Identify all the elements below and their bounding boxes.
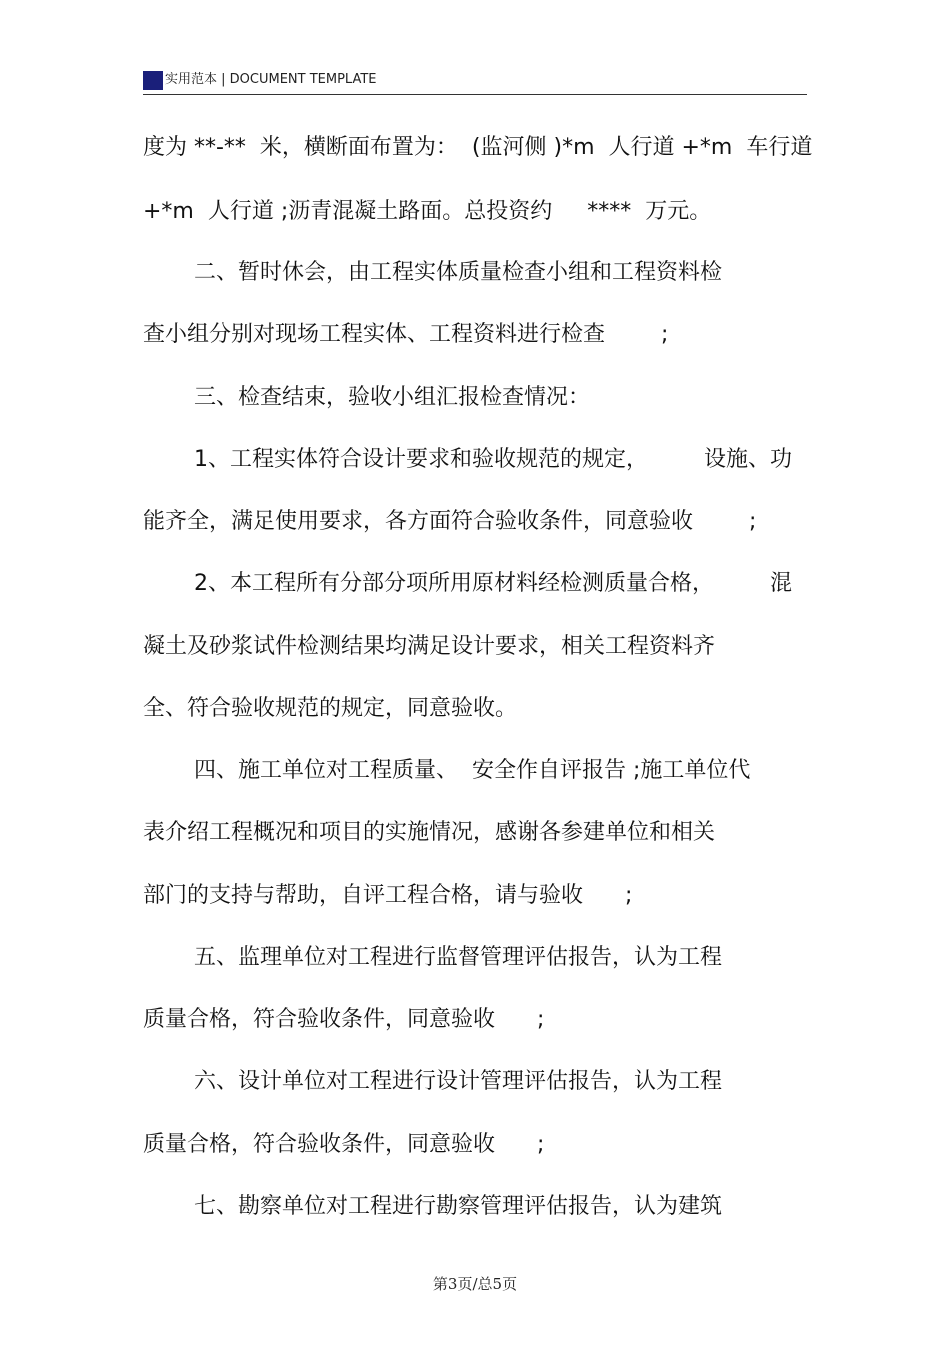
body-line: 三、检查结束，验收小组汇报检查情况： xyxy=(194,385,591,410)
body-line: 七、勘察单位对工程进行勘察管理评估报告，认为建筑 xyxy=(194,1194,723,1219)
body-line: 质量合格，符合验收条件，同意验收 ; xyxy=(143,1132,545,1157)
body-line: 查小组分别对现场工程实体、工程资料进行检查 ; xyxy=(143,322,669,347)
page-number: 第3页/总5页 xyxy=(432,1275,518,1293)
body-line: 表介绍工程概况和项目的实施情况，感谢各参建单位和相关 xyxy=(143,820,716,845)
header-title: 实用范本 | DOCUMENT TEMPLATE xyxy=(165,72,377,87)
body-line: 二、暂时休会，由工程实体质量检查小组和工程资料检 xyxy=(194,260,723,285)
body-line: 六、设计单位对工程进行设计管理评估报告，认为工程 xyxy=(194,1069,723,1094)
body-line: 全、符合验收规范的规定，同意验收。 xyxy=(143,696,518,721)
body-line: 凝土及砂浆试件检测结果均满足设计要求，相关工程资料齐 xyxy=(143,634,716,659)
body-line: 部门的支持与帮助，自评工程合格，请与验收 ; xyxy=(143,883,633,908)
body-line: 五、监理单位对工程进行监督管理评估报告，认为工程 xyxy=(194,945,723,970)
body-line: 2、本工程所有分部分项所用原材料经检测质量合格， 混 xyxy=(194,571,792,596)
body-line: 能齐全，满足使用要求，各方面符合验收条件，同意验收 ; xyxy=(143,509,757,534)
body-line: 1、工程实体符合设计要求和验收规范的规定， 设施、功 xyxy=(194,447,792,472)
page-header xyxy=(143,68,807,95)
body-line: 质量合格，符合验收条件，同意验收 ; xyxy=(143,1007,545,1032)
body-line: 四、施工单位对工程质量、 安全作自评报告 ;施工单位代 xyxy=(194,758,751,783)
body-line: +*m 人行道 ;沥青混凝土路面。总投资约 **** 万元。 xyxy=(143,199,712,224)
template-logo-icon xyxy=(143,71,163,90)
body-line: 度为 **-** 米，横断面布置为： (监河侧 )*m 人行道 +*m 车行道 xyxy=(143,135,813,160)
